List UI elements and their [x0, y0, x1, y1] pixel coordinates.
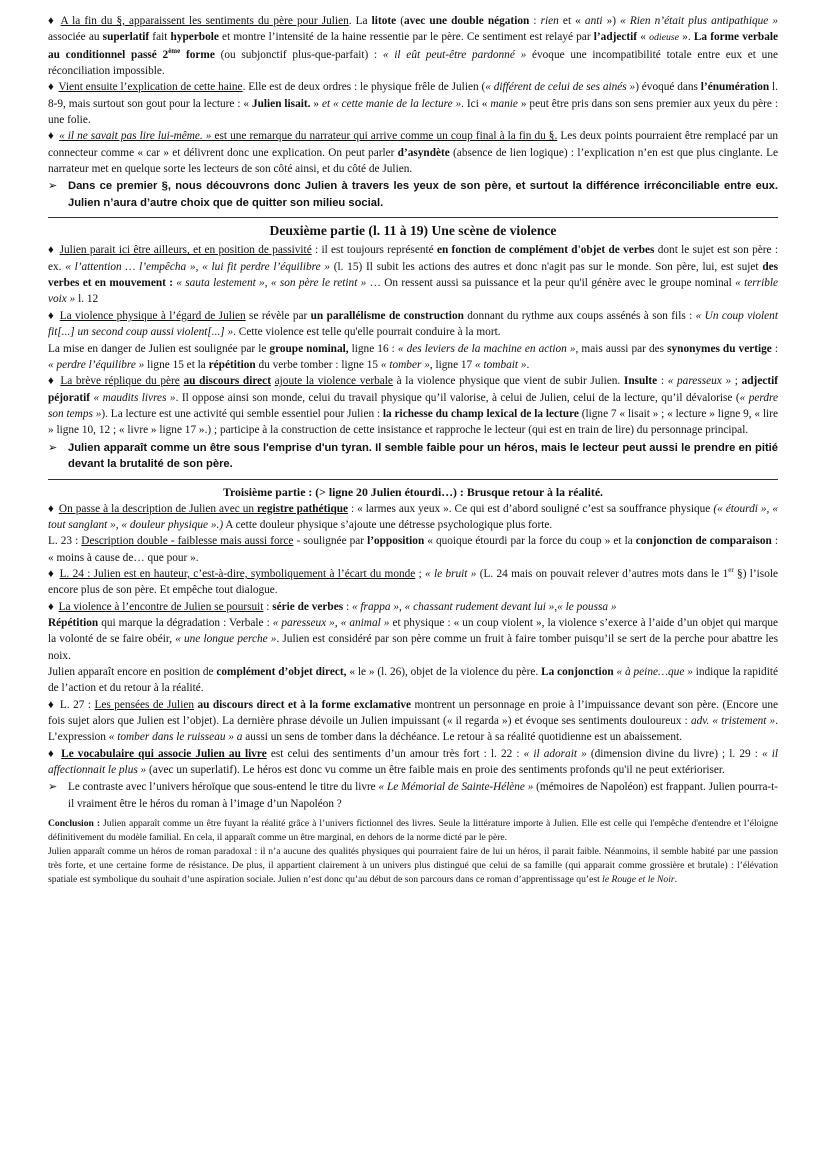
paragraph-thoughts: ♦ L. 27 : Les pensées de Julien au discours direct et à la forme exclamative montrent un personnage en proie à l’impuissance devant son père. (Encore une fois sujet alors que Julien est l’objet). La dernière phrase dévoile un Julien impuissant (« il regarda ») et évoque ses sentiments douloureux : adv. « tristement ». L’expression « tomber dans le ruisseau » a aussi un sens de tomber dans la déchéance. Le retour à sa réalité quotidienne est un abaissement.	[48, 698, 779, 744]
paragraph-double-description: L. 23 : Description double - faiblesse mais aussi force - soulignée par l’opposition « quoique étourdi par la force du coup » et la conjonction de comparaison : « moins à cause de… que pour ».	[48, 535, 778, 564]
paragraph-hate-explanation: ♦ Vient ensuite l’explication de cette haine. Elle est de deux ordres : le physique frêle de Julien (« différent de celui de ses ainés ») évoqué dans l’énumération l. 8-9, mais surtout son gout pour la lecture : « Julien lisait. » et « cette manie de la lecture ». Ici « manie » peut être pris dans son sens premier aux yeux du père : une folie.	[48, 81, 779, 127]
conclusion-paragraph-1: Conclusion : Julien apparaît comme un être fuyant la réalité grâce à l’univers fictionnel des livres. Seule la littérature importe à Julien. Elle est celle qui l'empêche d'entendre et l’éloigne définitivement du modèle familial. En cela, il apparaît comme un être marginal, en dehors de la norme dicté par le père.	[48, 818, 778, 844]
paragraph-verbal-violence: ♦ La brève réplique du père au discours direct ajoute la violence verbale à la violence physique que vient de subir Julien. Insulte : « paresseux » ; adjectif péjoratif « maudits livres ». Il oppose ainsi son monde, celui du travail physique qu’il valorise, à celui de Julien, celui de la lecture, qu’il dévalorise (« perdre son temps »). La lecture est une activité qui semble essentiel pour Julien : la richesse du champ lexical de la lecture (ligne 7 « lisait » ; « lecture » ligne 9, « lire » ligne 10, 12 ; « livre » ligne 17 ».) ; participe à la construction de cette insistance et rapproche le lecteur (qui est en train de lire) du personnage principal.	[48, 375, 779, 437]
paragraph-height: ♦ L. 24 : Julien est en hauteur, c’est-à-dire, symboliquement à l’écart du monde ; « le bruit » (L. 24 mais on pouvait relever d’autres mots dans le 1er §) l’isole encore plus de son père. Et empêche tout dialogue.	[48, 566, 778, 597]
paragraph-violence-continues: ♦ La violence à l’encontre de Julien se poursuit : série de verbes : « frappa », « chassant rudement devant lui »,« le poussa »	[48, 600, 617, 613]
conclusion-paragraph-2: Julien apparaît comme un héros de roman paradoxal : il n’a aucune des qualités physiques qui pourraient faire de lui un héros, il parait faible. Néanmoins, il semble habité par une passion très forte, et une certaine forme de résistance. De plus, il appartient clairement à un univers plus distingué que celui de sa famille (qui apparait comme grossière et brutale) : l’élévation spatiale est symbolique du souhait d’une aspiration sociale. Julien n’est donc qu’au début de son parcours dans ce roman d’apprentissage qu’est le Rouge et le Noir.	[48, 846, 778, 886]
section-divider	[48, 217, 778, 218]
paragraph-vocabulary: ♦ Le vocabulaire qui associe Julien au livre est celui des sentiments d’un amour très fort : l. 22 : « il adorait » (dimension divine du livre) ; l. 29 : « il affectionnait le plus » (avec un superlatif). Le héros est donc vu comme un être faible mais en proie des sentiments profonds qu'il ne peut extérioriser.	[48, 747, 779, 777]
section-title-part2: Deuxième partie (l. 11 à 19) Une scène de violence	[269, 223, 557, 239]
arrow-icon: ➢	[48, 440, 58, 454]
paragraph-pathetic: ♦ On passe à la description de Julien avec un registre pathétique : « larmes aux yeux ». Ce qui est d’abord souligné c’est sa souffrance physique (« étourdi », « tout sanglant », « douleur physique ».) A cette douleur physique s’ajoute une détresse psychologique plus forte.	[48, 502, 778, 531]
summary-part1: ➢ Dans ce premier §, nous découvrons donc Julien à travers les yeux de son père, et surtout la différence irréconciliable entre eux. Julien n’aura d’autre choix que de quitter son milieu social.	[48, 179, 778, 209]
summary-part2: ➢ Julien apparaît comme un être sous l'emprise d'un tyran. Il semble faible pour un héros, mais le lecteur peut aussi le prendre en pitié devant la brutalité de son père.	[48, 440, 778, 471]
arrow-icon: ➢	[48, 179, 58, 193]
paragraph-repetition: Répétition qui marque la dégradation : Verbale : « paresseux », « animal » et physique : « un coup violent », la violence s’exerce à l’aide d’un objet qui marque la volonté de se faire obéir, « une longue perche ». Julien est considéré par son père comme un fruit à faire tomber puisqu’il se sert de la perche pour abattre les noix.	[48, 616, 779, 662]
paragraph-passivity: ♦ Julien parait ici être ailleurs, et en position de passivité : il est toujours représenté en fonction de complément d'objet de verbes dont le sujet est son père : ex. « l’attention … l’empêcha », « lui fit perdre l’équilibre » (l. 15) Il subit les actions des autres et donc n'agit pas sur le monde. Son père, lui, est sujet des verbes et en mouvement : « sauta lestement », « son père le retint » … On ressent aussi sa puissance et la peur qu'il génère avec le groupe nominal « terrible voix » l. 12	[48, 244, 779, 306]
summary-part3: ➢ Le contraste avec l’univers héroïque que sous-entend le titre du livre « Le Mémorial de Sainte-Hélène » (mémoires de Napoléon) est frappant. Julien pourra-t-il vraiment être le héros du roman à l’image d’un Napoléon ?	[48, 780, 778, 810]
arrow-icon: ➢	[48, 780, 58, 794]
section-divider	[48, 479, 778, 480]
paragraph-physical-violence: ♦ La violence physique à l’égard de Julien se révèle par un parallélisme de construction donnant du rythme aux coups assénés à son fils : « Un coup violent fit[...] un second coup aussi violent[...] ». Cette violence est telle qu'elle pourrait conduire à la mort.	[48, 309, 778, 339]
paragraph-narrator-remark: ♦ « il ne savait pas lire lui-même. » est une remarque du narrateur qui arrive comme un coup final à la fin du §. Les deux points pourraient être remplacé par un connecteur comme « car » et délivrent donc une explication. On peut parler d’asyndète (absence de lien logique) : l’explication n’en est que plus cinglante. Le narrateur met en quelque sorte les lecteurs de son côté ainsi, et du côté de Julien.	[48, 130, 779, 176]
section-title-part3: Troisième partie : (> ligne 20 Julien étourdi…) : Brusque retour à la réalité.	[222, 484, 604, 499]
conclusion	[48, 817, 778, 887]
paragraph-direct-object: Julien apparaît encore en position de complément d’objet direct, « le » (l. 26), objet de la violence du père. La conjonction « à peine…que » indique la rapidité de l’action et du retour à la réalité.	[48, 666, 778, 695]
paragraph-father-feelings: ♦ A la fin du §, apparaissent les sentiments du père pour Julien. La litote (avec une double négation : rien et « anti ») « Rien n’était plus antipathique » associée au superlatif fait hyperbole et montre l’intensité de la haine ressentie par le père. Ce sentiment est relayé par l’adjectif « odieuse ». La forme verbale au conditionnel passé 2ème forme (ou subjonctif plus-que-parfait) : « il eût peut-être pardonné » évoque une incompatibilité totale entre eux et une réconciliation impossible.	[48, 15, 779, 78]
paragraph-danger: La mise en danger de Julien est soulignée par le groupe nominal, ligne 16 : « des leviers de la machine en action », mais aussi par des synonymes du vertige : « perdre l’équilibre » ligne 15 et la répétition du verbe tomber : ligne 15 « tomber », ligne 17 « tombait ».	[48, 342, 779, 371]
